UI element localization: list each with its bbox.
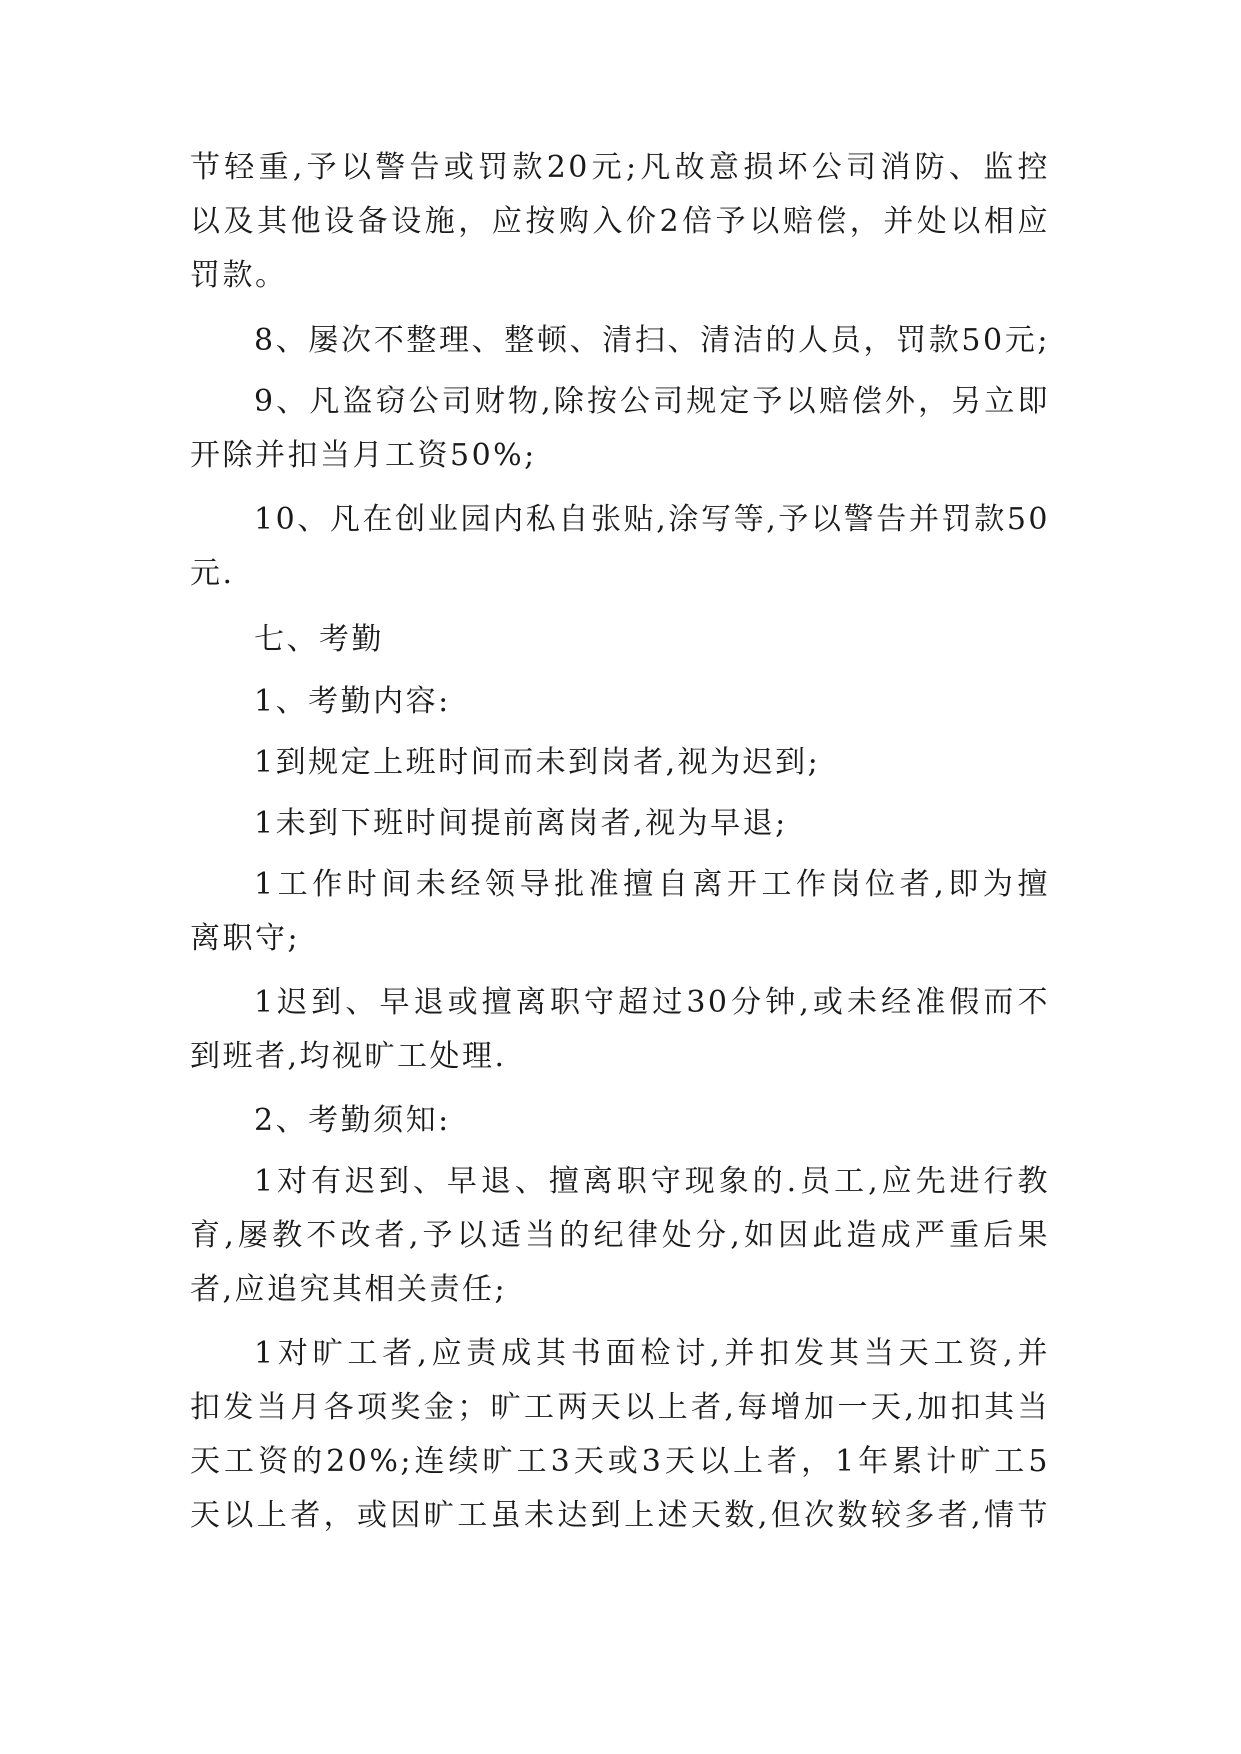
text-line: 1对有迟到、早退、擅离职守现象的.员工,应先进行教 xyxy=(254,1164,1050,1199)
text-line: 1对旷工者,应责成其书面检讨,并扣发其当天工资,并 xyxy=(254,1336,1050,1371)
text-line: 10、凡在创业园内私自张贴,涂写等,予以警告并罚款50 xyxy=(254,502,1050,537)
text-line: 节轻重,予以警告或罚款20元;凡故意损坏公司消防、监控 xyxy=(190,150,1050,185)
subsection-heading: 2、考勤须知: xyxy=(254,1103,451,1138)
text-line: 天以上者，或因旷工虽未达到上述天数,但次数较多者,情节 xyxy=(190,1498,1050,1533)
text-line: 1到规定上班时间而未到岗者,视为迟到; xyxy=(254,745,821,780)
text-line: 育,屡教不改者,予以适当的纪律处分,如因此造成严重后果 xyxy=(190,1218,1050,1253)
text-line: 离职守; xyxy=(190,921,301,956)
text-line: 到班者,均视旷工处理. xyxy=(190,1039,507,1074)
text-line: 1未到下班时间提前离岗者,视为早退; xyxy=(254,806,788,841)
text-line: 天工资的20%;连续旷工3天或3天以上者，1年累计旷工5 xyxy=(190,1444,1050,1479)
text-line: 罚款。 xyxy=(190,258,288,293)
text-line: 者,应追究其相关责任; xyxy=(190,1272,508,1307)
text-line: 开除并扣当月工资50%; xyxy=(190,438,537,473)
text-line: 8、屡次不整理、整顿、清扫、清洁的人员，罚款50元; xyxy=(254,323,1050,358)
text-line: 扣发当月各项奖金；旷工两天以上者,每增加一天,加扣其当 xyxy=(190,1390,1050,1425)
text-line: 1工作时间未经领导批准擅自离开工作岗位者,即为擅 xyxy=(254,867,1050,902)
text-line: 9、凡盗窃公司财物,除按公司规定予以赔偿外，另立即 xyxy=(254,384,1050,419)
subsection-heading: 1、考勤内容: xyxy=(254,684,451,719)
text-line: 以及其他设备设施，应按购入价2倍予以赔偿，并处以相应 xyxy=(190,204,1050,239)
text-line: 1迟到、早退或擅离职守超过30分钟,或未经准假而不 xyxy=(254,985,1050,1020)
text-line: 元. xyxy=(190,556,235,591)
section-heading: 七、考勤 xyxy=(254,622,384,657)
